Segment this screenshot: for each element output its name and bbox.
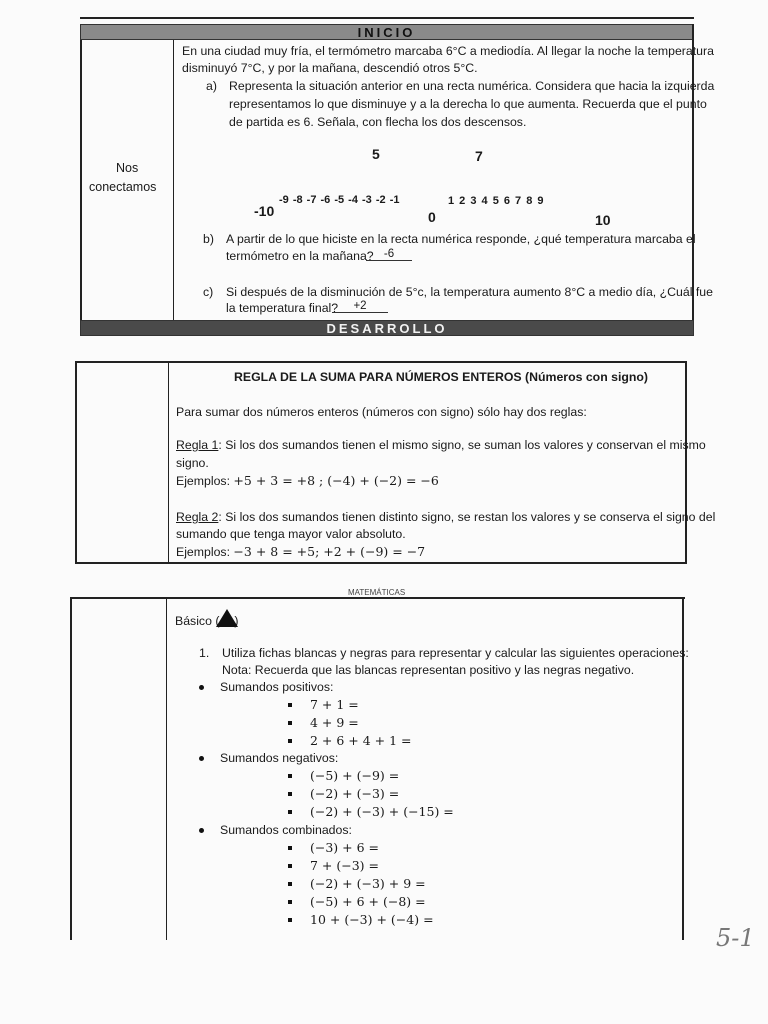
examples-label: Ejemplos: bbox=[176, 545, 230, 559]
rule-2-text: : Si los dos sumandos tienen distinto signo, se restan los valores y se conserva el signo del bbox=[218, 510, 716, 524]
square-bullet-icon bbox=[288, 810, 292, 814]
square-bullet-icon bbox=[288, 792, 292, 796]
frame-line bbox=[692, 24, 694, 322]
frame-line bbox=[75, 361, 77, 564]
answer-c[interactable]: +2 bbox=[332, 300, 388, 313]
number-line-label: -10 bbox=[254, 203, 275, 219]
question-text: representamos lo que disminuye y a la derecha lo que aumenta. Recuerda que el punto bbox=[229, 97, 707, 111]
exercise-op: (−5) + (−9) = bbox=[310, 768, 400, 783]
exercise-op: 2 + 6 + 4 + 1 = bbox=[310, 733, 412, 748]
level-label bbox=[175, 609, 239, 630]
exercise-op: 4 + 9 = bbox=[310, 715, 359, 730]
rule-2-text: sumando que tenga mayor valor absoluto. bbox=[176, 527, 406, 541]
frame-line bbox=[685, 361, 687, 564]
question-text: A partir de lo que hiciste en la recta numérica responde, ¿qué temperatura marcaba el bbox=[226, 232, 696, 246]
rule-1-text: : Si los dos sumandos tienen el mismo signo, se suman los valores y conservan el mismo bbox=[218, 438, 706, 452]
question-text: la temperatura final? bbox=[226, 301, 339, 315]
frame-line bbox=[80, 17, 694, 19]
square-bullet-icon bbox=[288, 918, 292, 922]
square-bullet-icon bbox=[288, 703, 292, 707]
answer-b[interactable]: -6 bbox=[366, 248, 412, 261]
square-bullet-icon bbox=[288, 882, 292, 886]
exercise-op: (−2) + (−3) = bbox=[310, 786, 400, 801]
number-line-label: 0 bbox=[428, 209, 436, 225]
group-title: Sumandos negativos: bbox=[220, 751, 339, 765]
rule-1-examples bbox=[176, 472, 439, 490]
question-text: Representa la situación anterior en una recta numérica. Considera que hacia la izquierda bbox=[229, 79, 715, 93]
example-math: +5 + 3 = +8 ; (−4) + (−2) = −6 bbox=[233, 473, 439, 488]
section-label: Nos bbox=[116, 161, 139, 175]
frame-line bbox=[173, 40, 174, 322]
number-line-label: 1 2 3 4 5 6 7 8 9 bbox=[448, 195, 544, 207]
square-bullet-icon bbox=[288, 846, 292, 850]
exercise-op: (−3) + 6 = bbox=[310, 840, 380, 855]
example-math: −3 + 8 = +5; +2 + (−9) = −7 bbox=[233, 544, 426, 559]
frame-line bbox=[168, 361, 169, 564]
number-line-label: -9 -8 -7 -6 -5 -4 -3 -2 -1 bbox=[279, 194, 400, 206]
square-bullet-icon bbox=[288, 739, 292, 743]
rule-1 bbox=[176, 437, 706, 454]
item-marker: a) bbox=[206, 79, 217, 93]
question-text: Si después de la disminución de 5°c, la temperatura aumento 8°C a medio día, ¿Cuál fue bbox=[226, 285, 713, 299]
exercise-op: (−2) + (−3) + 9 = bbox=[310, 876, 426, 891]
handwritten-number: 7 bbox=[475, 148, 483, 164]
handwritten-number: 5 bbox=[372, 146, 380, 162]
bullet-icon bbox=[199, 685, 204, 690]
desarrollo-header: DESARROLLO bbox=[80, 320, 694, 336]
question-text: termómetro en la mañana? bbox=[226, 249, 374, 263]
margin-note: 5-1 bbox=[716, 924, 755, 952]
rule-1-text: signo. bbox=[176, 456, 209, 470]
instruction-text: Utiliza fichas blancas y negras para representar y calcular las siguientes operaciones: bbox=[222, 646, 689, 660]
rule-1-label: Regla 1 bbox=[176, 438, 219, 452]
item-marker: b) bbox=[203, 232, 214, 246]
rule-2 bbox=[176, 509, 715, 526]
bullet-icon bbox=[199, 828, 204, 833]
section-label: conectamos bbox=[89, 180, 157, 194]
square-bullet-icon bbox=[288, 864, 292, 868]
exercise-op: (−2) + (−3) + (−15) = bbox=[310, 804, 454, 819]
cut-header-text: MATEMÁTICAS bbox=[348, 588, 406, 597]
square-bullet-icon bbox=[288, 721, 292, 725]
level-close: ) bbox=[234, 614, 239, 628]
bullet-icon bbox=[199, 756, 204, 761]
rule-2-examples bbox=[176, 543, 425, 561]
square-bullet-icon bbox=[288, 900, 292, 904]
rule-intro: Para sumar dos números enteros (números con signo) sólo hay dos reglas: bbox=[176, 405, 587, 419]
frame-line bbox=[75, 361, 687, 363]
number-line-label: 10 bbox=[595, 212, 611, 228]
rule-title: REGLA DE LA SUMA PARA NÚMEROS ENTEROS (Números con signo) bbox=[234, 370, 649, 384]
inicio-header: INICIO bbox=[80, 24, 693, 40]
exercise-op: 7 + (−3) = bbox=[310, 858, 380, 873]
group-title: Sumandos combinados: bbox=[220, 823, 352, 837]
exercise-op: (−5) + 6 + (−8) = bbox=[310, 894, 426, 909]
problem-text: En una ciudad muy fría, el termómetro marcaba 6°C a mediodía. Al llegar la noche la temperatura bbox=[182, 44, 714, 58]
level-text: Básico ( bbox=[175, 614, 220, 628]
exercise-op: 7 + 1 = bbox=[310, 697, 359, 712]
frame-line bbox=[70, 597, 72, 940]
frame-line bbox=[166, 597, 167, 940]
item-marker: c) bbox=[203, 285, 214, 299]
frame-line bbox=[70, 597, 685, 599]
square-bullet-icon bbox=[288, 774, 292, 778]
group-title: Sumandos positivos: bbox=[220, 680, 334, 694]
examples-label: Ejemplos: bbox=[176, 474, 230, 488]
exercise-op: 10 + (−3) + (−4) = bbox=[310, 912, 434, 927]
instruction-note: Nota: Recuerda que las blancas representan positivo y las negras negativo. bbox=[222, 663, 635, 677]
item-number: 1. bbox=[199, 646, 210, 660]
frame-line bbox=[80, 40, 82, 322]
question-text: de partida es 6. Señala, con flecha los dos descensos. bbox=[229, 115, 527, 129]
rule-2-label: Regla 2 bbox=[176, 510, 219, 524]
frame-line bbox=[75, 562, 687, 564]
problem-text: disminuyó 7°C, y por la mañana, descendió otros 5°C. bbox=[182, 61, 478, 75]
